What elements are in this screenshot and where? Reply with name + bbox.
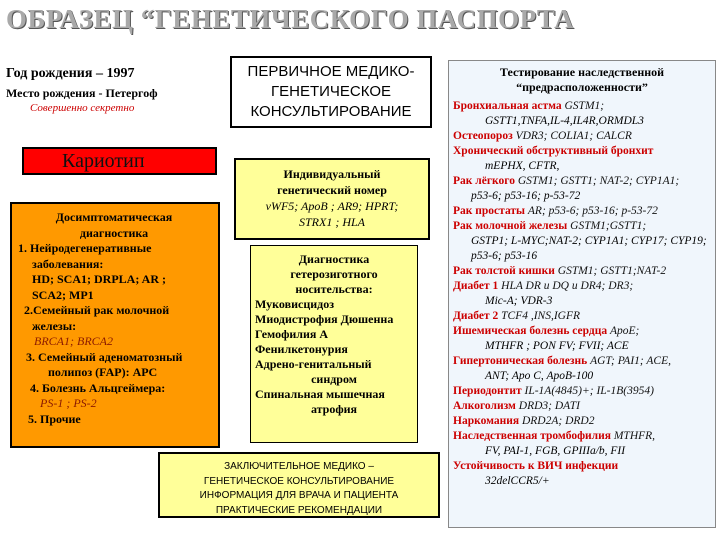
individual-line: генетический номер: [277, 183, 387, 197]
predisposition-genes-continued: GSTP1; L-MYC;NAT-2; CYP1A1; CYP17; CYP19;: [471, 235, 707, 247]
hetero-heading: гетерозиготного: [290, 267, 378, 281]
classified-label: Совершенно секретно: [30, 102, 135, 114]
hetero-item: атрофия: [310, 402, 358, 416]
presym-item: SCA2; MP1: [32, 287, 94, 302]
disease-name: Наследственная тромбофилия: [453, 430, 611, 442]
disease-name: Рак простаты: [453, 205, 526, 217]
presym-item: 4. Болезнь Альцгеймера:: [30, 380, 166, 395]
predisposition-row: [453, 399, 711, 414]
disease-genes: MTHFR,: [613, 430, 656, 442]
predisposition-row: [453, 324, 711, 339]
disease-genes: ApoE;: [609, 325, 640, 337]
predisposition-row: [453, 414, 711, 429]
predisposition-row: [453, 459, 711, 474]
disease-name: Бронхиальная астма: [453, 100, 562, 112]
disease-genes: AR; p53-6; p53-16; p-53-72: [527, 205, 658, 217]
predisposition-row: [453, 204, 711, 219]
disease-name: Хронический обструктивный бронхит: [453, 145, 654, 157]
disease-genes: GSTM1;: [564, 100, 605, 112]
primary-line: КОНСУЛЬТИРОВАНИЕ: [250, 103, 412, 120]
predisposition-heading-line: “предрасположенности”: [516, 80, 648, 94]
disease-name: Рак молочной железы: [453, 220, 568, 232]
predisposition-row: [453, 309, 711, 324]
individual-genes: vWF5; ApoB ; AR9; HPRT;: [265, 199, 399, 213]
predisposition-genes-continued: FV, PAI-1, FGB, GPIIIa/b, FII: [485, 445, 626, 457]
disease-genes: DRD2A; DRD2: [521, 415, 595, 427]
primary-line: ГЕНЕТИЧЕСКОЕ: [271, 83, 391, 100]
presym-item: 1. Нейродегенеративные: [18, 241, 152, 255]
disease-genes: GSTM1; GSTT1; NAT-2; CYP1A1;: [517, 175, 680, 187]
disease-genes: AGT; PAI1; ACE,: [590, 355, 671, 367]
hetero-item: Миодистрофия Дюшенна: [255, 312, 394, 326]
disease-name: Рак толстой кишки: [453, 265, 555, 277]
disease-genes: HLA DR и DQ и DR4; DR3;: [501, 280, 634, 292]
predisposition-genes-continued: p53-6; p53-16: [471, 250, 538, 262]
presym-genes: PS-1 ; PS-2: [40, 396, 97, 410]
presym-heading-2: диагностика: [79, 225, 149, 240]
disease-genes: VDR3; COLIA1; CALCR: [515, 130, 632, 142]
individual-genes: STRX1 ; HLA: [299, 215, 365, 229]
hetero-item: синдром: [311, 372, 357, 386]
final-line: ЗАКЛЮЧИТЕЛЬНОЕ МЕДИКО –: [224, 461, 374, 472]
hetero-item: Муковисцидоз: [255, 297, 335, 311]
hetero-item: Гемофилия А: [255, 327, 329, 341]
primary-line: ПЕРВИЧНОЕ МЕДИКО-: [247, 63, 415, 80]
predisposition-row: [453, 129, 711, 144]
predisposition-row: [453, 144, 711, 159]
birth-place: Место рождения - Петергоф: [6, 86, 158, 100]
disease-name: Остеопороз: [453, 130, 513, 142]
predisposition-row: [453, 264, 711, 279]
disease-name: Диабет 2: [453, 310, 499, 322]
karyotype-box: Кариотип: [22, 147, 217, 175]
hetero-heading: Диагностика: [298, 252, 370, 266]
hetero-item: Спинальная мышечная: [255, 387, 385, 401]
presym-item: 3. Семейный аденоматозный: [26, 349, 183, 364]
final-consultation-box: [158, 452, 440, 518]
hetero-item: Адрено-генитальный: [255, 357, 372, 371]
individual-line: Индивидуальный: [283, 167, 381, 181]
hetero-item: Фенилкетонурия: [255, 342, 348, 356]
final-line: ГЕНЕТИЧЕСКОЕ КОНСУЛЬТИРОВАНИЕ: [203, 475, 395, 487]
presym-heading-1: Досимптоматическая: [55, 210, 173, 224]
presymptomatic-box: [10, 202, 220, 448]
presym-genes: BRCA1; BRCA2: [34, 334, 113, 348]
predisposition-row: [453, 279, 711, 294]
presym-item: 5. Прочие: [28, 411, 81, 426]
presym-item: заболевания:: [32, 256, 104, 271]
disease-name: Гипертоническая болезнь: [453, 355, 588, 367]
final-line: ИНФОРМАЦИЯ ДЛЯ ВРАЧА И ПАЦИЕНТА: [199, 490, 399, 501]
predisposition-row: [453, 219, 711, 234]
hetero-heading: носительства:: [295, 282, 373, 296]
disease-name: Наркомания: [453, 415, 520, 427]
predisposition-row: [453, 384, 711, 399]
disease-name: Ишемическая болезнь сердца: [453, 325, 608, 337]
disease-genes: TCF4 ,INS,IGFR: [501, 310, 581, 322]
predisposition-genes-continued: Mic-A; VDR-3: [485, 295, 553, 307]
predisposition-genes-continued: GSTT1,TNFA,IL-4,IL4R,ORMDL3: [485, 115, 644, 127]
predisposition-genes-continued: p53-6; p53-16; p-53-72: [471, 190, 581, 202]
predisposition-list: [453, 99, 711, 489]
disease-genes: GSTM1;GSTT1;: [570, 220, 647, 232]
disease-name: Диабет 1: [453, 280, 499, 292]
individual-number-box: [234, 158, 430, 240]
disease-genes: IL-1A(4845)+; IL-1B(3954): [524, 385, 654, 397]
predisposition-row: [453, 99, 711, 114]
predisposition-row: [453, 354, 711, 369]
disease-genes: GSTM1; GSTT1;NAT-2: [557, 265, 667, 277]
heterozygous-carrier-box: [250, 245, 418, 443]
predisposition-genes-continued: mEPHX, CFTR,: [485, 160, 560, 172]
predisposition-row: [453, 174, 711, 189]
predisposition-genes-continued: MTHFR ; PON FV; FVII; ACE: [485, 340, 629, 352]
predisposition-genes-continued: 32delCCR5/+: [485, 475, 550, 487]
presym-item: 2.Семейный рак молочной: [24, 303, 170, 317]
predisposition-row: [453, 429, 711, 444]
page-title: ОБРАЗЕЦ “ГЕНЕТИЧЕСКОГО ПАСПОРТА: [6, 4, 575, 34]
disease-name: Периодонтит: [453, 385, 522, 397]
presym-item: железы:: [32, 318, 77, 333]
presym-item: HD; SCA1; DRPLA; AR ;: [32, 272, 166, 286]
predisposition-heading-line: Тестирование наследственной: [499, 65, 665, 79]
disease-name: Алкоголизм: [453, 400, 516, 412]
disease-genes: DRD3; DATI: [518, 400, 580, 412]
disease-name: Рак лёгкого: [453, 175, 515, 187]
predisposition-panel: [448, 60, 716, 528]
presym-item: полипоз (FAP): APC: [48, 365, 158, 379]
primary-consultation-box: [230, 56, 432, 128]
disease-name: Устойчивость к ВИЧ инфекции: [453, 460, 619, 472]
predisposition-genes-continued: ANT; Apo C, ApoB-100: [485, 370, 594, 382]
birth-year: Год рождения – 1997: [6, 66, 135, 81]
predisposition-heading: [453, 65, 711, 95]
final-line: ПРАКТИЧЕСКИЕ РЕКОМЕНДАЦИИ: [215, 504, 383, 516]
